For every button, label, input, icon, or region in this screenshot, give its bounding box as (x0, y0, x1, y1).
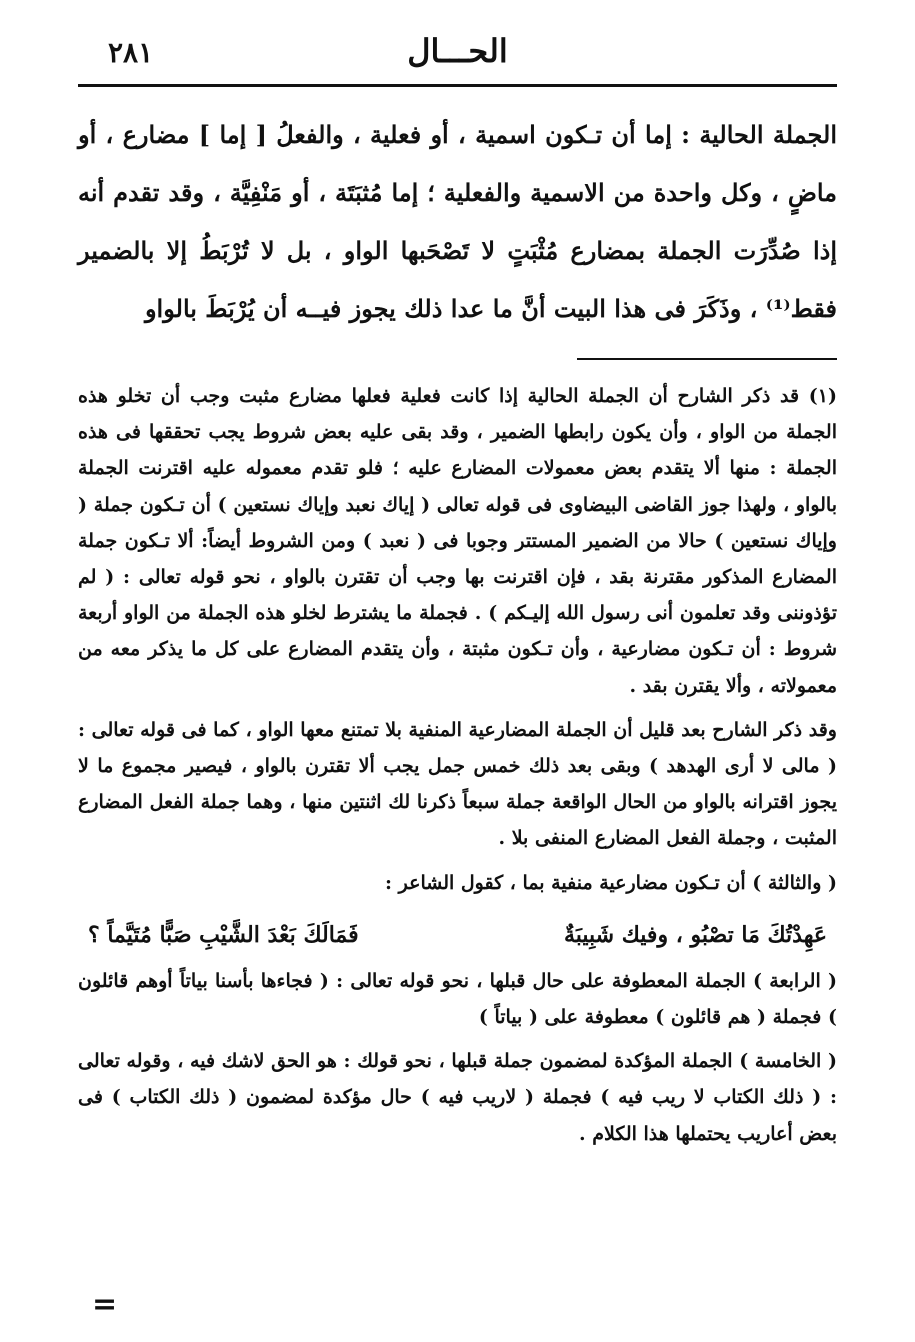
footnote-separator (577, 358, 837, 360)
running-title: الحـــال (407, 32, 508, 70)
page-header (78, 30, 837, 80)
footnotes (78, 378, 837, 1156)
footnote-paragraph-3: ( والثالثة ) أن تـكون مضارعية منفية بما ، كقول الشاعر : (385, 871, 837, 894)
poetry-verse (78, 905, 837, 963)
header-rule (78, 84, 837, 87)
page-number: ٢٨١ (108, 36, 154, 69)
main-paragraph: الجملة الحالية : إما أن تـكون اسمية ، أو فعلية ، والفعلُ [ إما ] مضارع ، أو ماضٍ ، وكل واحدة من الاسمية والفعلية ؛ إما مُثبَتَة ، أو مَنْفِيَّة ، وقد تقدم أنه إذا صُدِّرَت الجملة بمضارع مُثْبَتٍ لا تَصْحَبها الواو ، بل لا تُرْبَطُ إلا بالضمير فقط⁽¹⁾ ، وذَكَرَ فى هذا البيت أنَّ ما عدا ذلك يجوز فيــه أن يُرْبَطَ بالواو (78, 120, 837, 323)
footnote-paragraph-2: وقد ذكر الشارح بعد قليل أن الجملة المضارعية المنفية بلا تمتنع معها الواو ، كما فى قوله تعالى : ( مالى لا أرى الهدهد ) وبقى بعد ذلك خمس جمل يجب ألا تقترن بالواو ، فيصير مجموع ما لا يجوز اقترانه بالواو من الحال الواقعة جملة سبعاً ذكرنا لك اثنتين منها ، وهما جملة الفعل المضارع المثبت ، وجملة الفعل المضارع المنفى بلا . (78, 718, 837, 850)
footnote-paragraph-5: ( الخامسة ) الجملة المؤكدة لمضمون جملة قبلها ، نحو قولك : هو الحق لاشك فيه ، وقوله تعالى : ( ذلك الكتاب لا ريب فيه ) فجملة ( لاريب فيه ) حال مؤكدة لمضمون ( ذلك الكتاب ) فى بعض أعاريب يحتملها هذا الكلام . (78, 1050, 837, 1145)
footnote-paragraph-4: ( الرابعة ) الجملة المعطوفة على حال قبلها ، نحو قوله تعالى : ( فجاءها بأسنا بياتاً أوهم قائلون ) فجملة ( هم قائلون ) معطوفة على ( بياتاً ) (78, 969, 837, 1029)
verse-first-hemistich: عَهِدْتُكَ مَا تصْبُو ، وفيك شَبِيبَةٌ (563, 921, 827, 948)
verse-second-hemistich: فَمَالَكَ بَعْدَ الشَّيْبِ صَبًّا مُتَيَّماً ؟ (88, 921, 359, 948)
footnote-1: (١) قد ذكر الشارح أن الجملة الحالية إذا كانت فعلية فعلها مضارع مثبت وجب أن تخلو هذه الجملة من الواو ، وأن يكون رابطها الضمير ، وقد بقى عليه بعض شروط يجب تحققها فى هذه الجملة : منها ألا يتقدم بعض معمولات المضارع عليه ؛ فلو تقدم معموله عليه اقترنت الجملة بالواو ، ولهذا جوز القاضى البيضاوى فى قوله تعالى ( إياك نعبد وإياك نستعين ) أن تـكون جملة ( وإياك نستعين ) حالا من الضمير المستتر وجوبا فى ( نعبد ) ومن الشروط أيضاً: ألا تـكون جملة المضارع المذكور مقترنة بقد ، فإن اقترنت بها وجب أن تقترن بالواو ، نحو قوله تعالى : ( لم تؤذوننى وقد تعلمون أنى رسول الله إليـكم ) . فجملة ما يشترط لخلو هذه الجملة من الواو أربعة شروط : أن تـكون مضارعية ، وأن تـكون مثبتة ، وأن يتقدم المضارع على كل ما يذكر معه من معمولاته ، وألا يقترن بقد . (78, 385, 837, 697)
main-text (78, 106, 837, 338)
end-mark: = (92, 1287, 118, 1322)
